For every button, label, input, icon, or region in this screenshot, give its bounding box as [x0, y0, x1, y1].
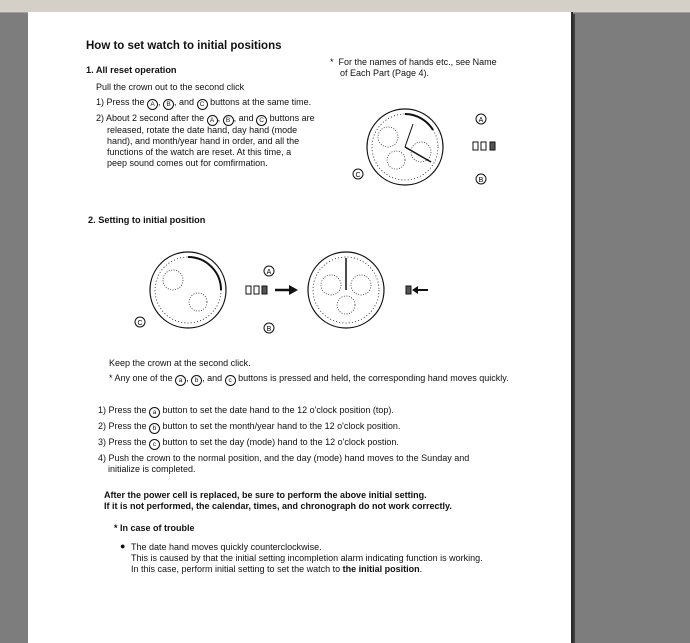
subdial-bottom: [189, 293, 207, 311]
watch-hand: [405, 147, 431, 162]
step2-continued: released, rotate the date hand, day hand (mode hand), and month/year hand in order, and all the functions of the watch are reset. At this time, a peep sound comes out for comfirmation.: [107, 125, 300, 168]
button-a-symbol: a: [175, 375, 186, 386]
watch-setting-figure: [128, 240, 438, 340]
crown-icon: [490, 142, 495, 150]
subdial-left: [163, 270, 183, 290]
crown-position: [473, 142, 478, 150]
trouble-line3: [131, 564, 422, 575]
names-note: * For the names of hands etc., see Name of Each Part (Page 4).: [330, 57, 497, 78]
subdial-right: [351, 275, 371, 295]
step-post: button to set the date hand to the 12 o'clock position (top).: [160, 405, 394, 415]
keep-crown-text: Keep the crown at the second click.: [109, 358, 251, 368]
trouble-line3-pre: In this case, perform initial setting to set the watch to: [131, 564, 343, 574]
step-post: button to set the day (mode) hand to the 12 o'clock postion.: [160, 437, 399, 447]
setting-step: [98, 421, 400, 434]
sep: , and: [233, 113, 257, 123]
setting-step: [98, 437, 399, 450]
trouble-line3-bold: the initial position: [342, 564, 420, 574]
trouble-line2: This is caused by that the initial setting incompletion alarm indicating function is working.: [131, 553, 483, 563]
button-b-label: B: [266, 326, 272, 333]
button-a-symbol: a: [149, 407, 160, 418]
button-b-symbol: B: [223, 115, 234, 126]
button-c-label: C: [137, 320, 143, 327]
crown-icon: [262, 286, 267, 294]
button-c-symbol: C: [256, 115, 267, 126]
step1-text: [96, 97, 311, 110]
watch-hand: [405, 124, 413, 147]
warning-line1: After the power cell is replaced, be sure to perform the above initial setting.: [104, 490, 427, 500]
subdial-left: [321, 275, 341, 295]
sep: , and: [174, 97, 197, 107]
trouble-line3-post: .: [419, 564, 423, 574]
step-pre: 1) Press the: [98, 405, 150, 415]
button-a-label: A: [478, 117, 484, 124]
sep: ,: [158, 97, 164, 107]
document-page: [28, 12, 571, 643]
button-c-symbol: C: [197, 99, 208, 110]
trouble-line1: The date hand moves quickly counterclockwise.: [131, 542, 322, 552]
page-title: How to set watch to initial positions: [86, 40, 282, 52]
warning-line2: If it is not performed, the calendar, times, and chronograph do not work correctly.: [104, 501, 452, 511]
step4-text: 4) Push the crown to the normal position, and the day (mode) hand moves to the Sunday and initialize is completed.: [98, 453, 470, 474]
button-c-symbol: c: [225, 375, 236, 386]
watch-reset-figure: [333, 102, 498, 192]
button-b-label: B: [478, 177, 484, 184]
button-a-symbol: A: [147, 99, 158, 110]
setting-step: [98, 405, 394, 418]
step0-text: Pull the crown out to the second click: [96, 82, 245, 92]
crown-position: [246, 286, 251, 294]
watch-case: [150, 252, 226, 328]
subdial-bottom: [337, 296, 355, 314]
step-pre: 3) Press the: [98, 437, 150, 447]
button-c-symbol: c: [149, 439, 160, 450]
hold-note: [109, 373, 509, 386]
sep: ,: [186, 373, 192, 383]
date-arc: [188, 257, 221, 290]
step-pre: 2) Press the: [98, 421, 150, 431]
crown-icon: [406, 286, 411, 294]
step1-post: buttons at the same time.: [207, 97, 312, 107]
button-a-label: A: [266, 269, 272, 276]
crown-position: [254, 286, 259, 294]
sep: ,: [217, 113, 223, 123]
subdial-bottom: [387, 151, 405, 169]
trouble-heading: * In case of trouble: [114, 523, 195, 533]
arrow-right-icon: [289, 285, 298, 295]
button-b-symbol: B: [163, 99, 174, 110]
section1-heading: 1. All reset operation: [86, 65, 177, 75]
step2-post: buttons are: [267, 113, 315, 123]
button-b-symbol: b: [191, 375, 202, 386]
arrow-left-icon: [412, 286, 418, 294]
step-post: button to set the month/year hand to the 12 o'clock position.: [160, 421, 401, 431]
button-b-symbol: b: [149, 423, 160, 434]
subdial-left: [378, 127, 398, 147]
note-post: buttons is pressed and held, the corresponding hand moves quickly.: [235, 373, 509, 383]
button-c-label: C: [355, 172, 361, 179]
date-arc: [405, 114, 433, 130]
button-a-symbol: A: [207, 115, 218, 126]
step2-pre: 2) About 2 second after the: [96, 113, 207, 123]
step1-pre: 1) Press the: [96, 97, 148, 107]
sep: , and: [202, 373, 225, 383]
bullet-icon: ●: [120, 541, 126, 551]
note-pre: * Any one of the: [109, 373, 176, 383]
crown-position: [481, 142, 486, 150]
section2-heading: 2. Setting to initial position: [88, 215, 206, 225]
